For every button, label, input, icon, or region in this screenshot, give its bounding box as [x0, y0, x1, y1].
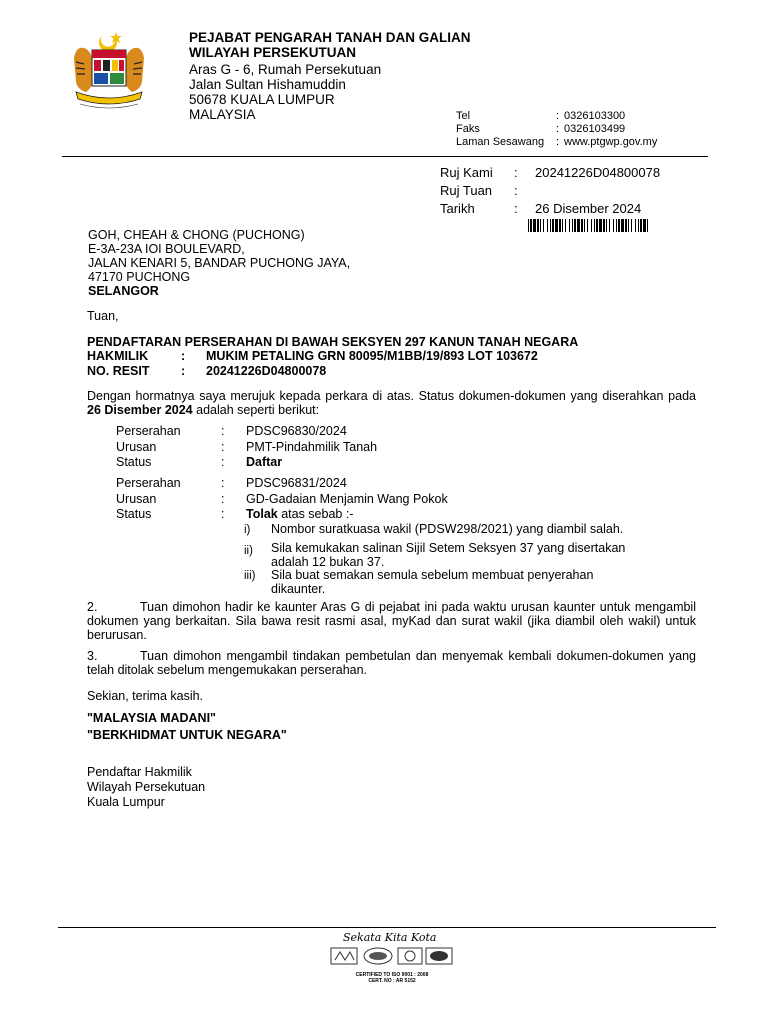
ref-value: 20241226D04800078 [535, 165, 661, 180]
ref-label: Tarikh [440, 201, 475, 216]
organization-name-line-2: WILAYAH PERSEKUTUAN [189, 45, 357, 60]
address-line: MALAYSIA [189, 107, 256, 122]
ref-label: Ruj Tuan [440, 183, 493, 198]
recipient-state: SELANGOR [88, 284, 159, 298]
signatory-title: Pendaftar Hakmilik [87, 765, 192, 779]
footer-divider [58, 927, 716, 928]
intro-paragraph: Dengan hormatnya saya merujuk kepada perkara di atas. Status dokumen-dokumen yang diserahkan pada 26 Disember 2024 adalah seperti berikut: [87, 389, 696, 417]
header-divider [62, 156, 708, 157]
contact-label: Faks [456, 123, 480, 135]
urusan-value: PMT-Pindahmilik Tanah [246, 440, 378, 454]
office-address [189, 62, 381, 122]
recipient-line: E-3A-23A IOI BOULEVARD, [88, 242, 245, 256]
subject-hakmilik: HAKMILIK : MUKIM PETALING GRN 80095/M1BB/19/893 LOT 103672 [87, 349, 538, 363]
recipient-line: JALAN KENARI 5, BANDAR PUCHONG JAYA, [88, 256, 351, 270]
barcode-icon [528, 219, 648, 232]
contact-label: Laman Sesawang [456, 136, 545, 148]
subject-title: PENDAFTARAN PERSERAHAN DI BAWAH SEKSYEN 297 KANUN TANAH NEGARA [87, 335, 579, 349]
recipient-line: GOH, CHEAH & CHONG (PUCHONG) [88, 228, 305, 242]
status-value: Daftar [246, 455, 283, 469]
contact-value: www.ptgwp.gov.my [564, 136, 658, 148]
certificate-number: CERT. NO : AR 5152 [368, 978, 416, 984]
hakmilik-label: HAKMILIK [87, 349, 149, 363]
ref-value: 26 Disember 2024 [535, 201, 642, 216]
contact-value: 0326103499 [564, 123, 626, 135]
signatory-line: Wilayah Persekutuan [87, 780, 206, 794]
receipt-label: NO. RESIT [87, 364, 150, 378]
closing-text: Sekian, terima kasih. [87, 689, 204, 703]
intro-date: 26 Disember 2024 [87, 403, 193, 417]
hakmilik-value: MUKIM PETALING GRN 80095/M1BB/19/893 LOT 103672 [206, 349, 538, 363]
contact-label: Tel [456, 110, 471, 122]
paragraph-3: 3. Tuan dimohon mengambil tindakan pembetulan dan menyemak kembali dokumen-dokumen yang telah ditolak sebelum mengemukakan perserahan. [87, 649, 696, 677]
paragraph-2: 2. Tuan dimohon hadir ke kaunter Aras G di pejabat ini pada waktu urusan kaunter untuk mengambil dokumen yang berkaitan. Sila bawa resit rasmi asal, myKad dan surat wakil (jika diambil oleh wakil) untuk berurusan. [87, 600, 696, 642]
organization-name-line-1: PEJABAT PENGARAH TANAH DAN GALIAN [189, 30, 471, 45]
footer-script-logo: Sekata Kita Kota [343, 931, 437, 944]
status-value: Tolak [246, 507, 278, 521]
address-line: Aras G - 6, Rumah Persekutuan [189, 62, 382, 77]
slogan-line: "MALAYSIA MADANI" [87, 711, 216, 725]
slogan-line: "BERKHIDMAT UNTUK NEGARA" [87, 728, 287, 742]
address-line: Jalan Sultan Hishamuddin [189, 77, 346, 92]
certification-logos-icon [330, 946, 454, 968]
malaysia-coat-of-arms-icon [70, 30, 148, 110]
recipient-line: 47170 PUCHONG [88, 270, 191, 284]
salutation: Tuan, [87, 309, 119, 323]
subject-receipt: NO. RESIT : 20241226D04800078 [87, 364, 327, 378]
contact-value: 0326103300 [564, 110, 626, 122]
iso-certification: CERTIFIED TO ISO 9001 : 2008 [355, 972, 429, 978]
receipt-value: 20241226D04800078 [206, 364, 327, 378]
perserahan-value: PDSC96831/2024 [246, 476, 347, 490]
address-line: 50678 KUALA LUMPUR [189, 92, 335, 107]
perserahan-value: PDSC96830/2024 [246, 424, 347, 438]
urusan-value: GD-Gadaian Menjamin Wang Pokok [246, 492, 448, 506]
signatory-line: Kuala Lumpur [87, 795, 165, 809]
ref-label: Ruj Kami [440, 165, 493, 180]
